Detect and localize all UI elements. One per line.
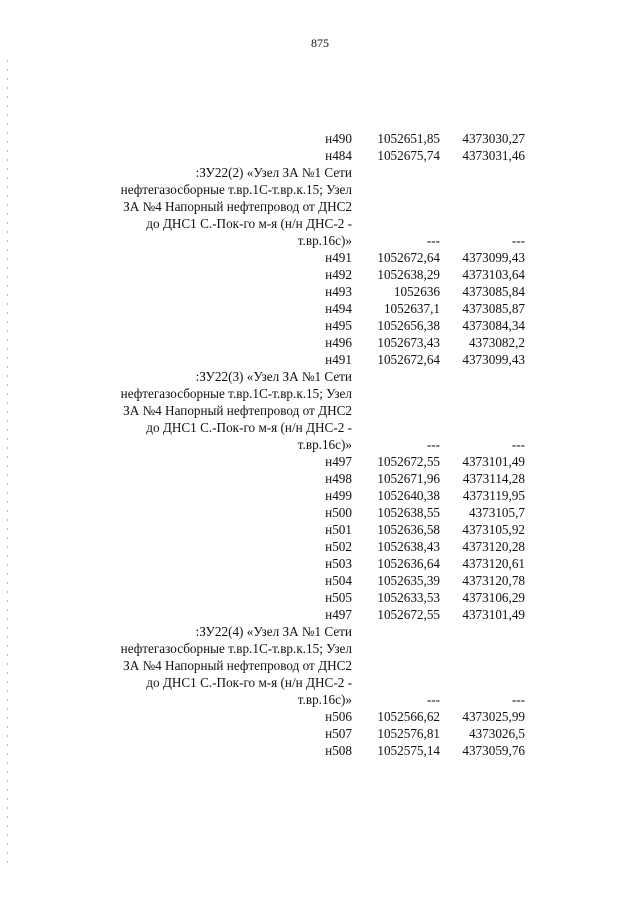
x-coordinate: 1052673,43 <box>377 335 440 350</box>
zone-title-line <box>0 674 640 691</box>
point-id: н494 <box>325 301 352 316</box>
y-coordinate: --- <box>511 233 525 248</box>
y-coordinate: 4373120,61 <box>462 556 525 571</box>
table-row <box>0 147 640 164</box>
zone-title-text: до ДНС1 С.-Пок-го м-я (н/н ДНС-2 - <box>146 675 352 690</box>
x-coordinate: 1052672,64 <box>377 352 440 367</box>
y-coordinate: --- <box>511 437 525 452</box>
table-row <box>0 334 640 351</box>
zone-title-text: ЗА №4 Напорный нефтепровод от ДНС2 <box>123 658 352 673</box>
zone-title-text: т.вр.16с)» <box>297 437 352 452</box>
x-coordinate: 1052636,58 <box>377 522 440 537</box>
zone-title-line <box>0 419 640 436</box>
zone-title-text: ЗА №4 Напорный нефтепровод от ДНС2 <box>123 403 352 418</box>
x-coordinate: 1052638,55 <box>377 505 440 520</box>
point-id: н495 <box>325 318 352 333</box>
y-coordinate: 4373059,76 <box>462 743 525 758</box>
y-coordinate: 4373025,99 <box>462 709 525 724</box>
table-row <box>0 504 640 521</box>
point-id: н501 <box>325 522 352 537</box>
table-row <box>0 266 640 283</box>
y-coordinate: 4373026,5 <box>468 726 525 741</box>
x-coordinate: 1052575,14 <box>377 743 440 758</box>
point-id: н491 <box>325 352 352 367</box>
table-row <box>0 708 640 725</box>
y-coordinate: 4373099,43 <box>462 352 525 367</box>
zone-title-line <box>0 691 640 708</box>
table-row <box>0 351 640 368</box>
page-number: 875 <box>311 36 329 50</box>
x-coordinate: 1052637,1 <box>383 301 440 316</box>
table-row <box>0 521 640 538</box>
point-id: н493 <box>325 284 352 299</box>
zone-title-text: ЗА №4 Напорный нефтепровод от ДНС2 <box>123 199 352 214</box>
point-id: н504 <box>325 573 352 588</box>
zone-title-line <box>0 402 640 419</box>
zone-title-text: до ДНС1 С.-Пок-го м-я (н/н ДНС-2 - <box>146 420 352 435</box>
y-coordinate: 4373106,29 <box>462 590 525 605</box>
y-coordinate: 4373120,28 <box>462 539 525 554</box>
y-coordinate: 4373101,49 <box>462 607 525 622</box>
x-coordinate: 1052638,43 <box>377 539 440 554</box>
zone-title-text: нефтегазосборные т.вр.1С-т.вр.к.15; Узел <box>120 386 352 401</box>
zone-title-line <box>0 181 640 198</box>
table-row <box>0 538 640 555</box>
y-coordinate: 4373085,87 <box>462 301 525 316</box>
y-coordinate: 4373101,49 <box>462 454 525 469</box>
zone-title-text: нефтегазосборные т.вр.1С-т.вр.к.15; Узел <box>120 641 352 656</box>
y-coordinate: 4373119,95 <box>462 488 525 503</box>
y-coordinate: 4373105,92 <box>462 522 525 537</box>
x-coordinate: --- <box>426 233 440 248</box>
y-coordinate: 4373114,28 <box>462 471 525 486</box>
point-id: н498 <box>325 471 352 486</box>
zone-title-line <box>0 198 640 215</box>
x-coordinate: 1052656,38 <box>377 318 440 333</box>
x-coordinate: 1052671,96 <box>377 471 440 486</box>
point-id: н503 <box>325 556 352 571</box>
x-coordinate: --- <box>426 692 440 707</box>
y-coordinate: 4373105,7 <box>468 505 525 520</box>
table-row <box>0 453 640 470</box>
table-row <box>0 606 640 623</box>
table-row <box>0 300 640 317</box>
zone-title-line <box>0 640 640 657</box>
y-coordinate: 4373120,78 <box>462 573 525 588</box>
point-id: н506 <box>325 709 352 724</box>
point-id: н500 <box>325 505 352 520</box>
x-coordinate: 1052633,53 <box>377 590 440 605</box>
table-row <box>0 249 640 266</box>
y-coordinate: 4373085,84 <box>462 284 525 299</box>
zone-title-line <box>0 215 640 232</box>
point-id: н484 <box>325 148 352 163</box>
table-row <box>0 283 640 300</box>
zone-title-text: :ЗУ22(2) «Узел ЗА №1 Сети <box>195 165 352 180</box>
table-row <box>0 725 640 742</box>
table-row <box>0 555 640 572</box>
zone-title-text: :ЗУ22(4) «Узел ЗА №1 Сети <box>195 624 352 639</box>
zone-title-line <box>0 623 640 640</box>
y-coordinate: 4373084,34 <box>462 318 525 333</box>
x-coordinate: 1052566,62 <box>377 709 440 724</box>
zone-title-line <box>0 385 640 402</box>
zone-title-text: :ЗУ22(3) «Узел ЗА №1 Сети <box>195 369 352 384</box>
x-coordinate: 1052672,55 <box>377 607 440 622</box>
zone-title-line <box>0 657 640 674</box>
point-id: н499 <box>325 488 352 503</box>
table-row <box>0 130 640 147</box>
point-id: н491 <box>325 250 352 265</box>
point-id: н497 <box>325 454 352 469</box>
x-coordinate: 1052636 <box>393 284 440 299</box>
y-coordinate: 4373099,43 <box>462 250 525 265</box>
x-coordinate: 1052638,29 <box>377 267 440 282</box>
point-id: н505 <box>325 590 352 605</box>
x-coordinate: 1052651,85 <box>377 131 440 146</box>
point-id: н496 <box>325 335 352 350</box>
zone-title-line <box>0 368 640 385</box>
table-row <box>0 742 640 759</box>
point-id: н497 <box>325 607 352 622</box>
y-coordinate: 4373030,27 <box>462 131 525 146</box>
zone-title-line <box>0 164 640 181</box>
y-coordinate: 4373082,2 <box>468 335 525 350</box>
x-coordinate: 1052675,74 <box>377 148 440 163</box>
y-coordinate: 4373031,46 <box>462 148 525 163</box>
x-coordinate: 1052672,64 <box>377 250 440 265</box>
coordinates-table <box>0 130 640 759</box>
zone-title-text: до ДНС1 С.-Пок-го м-я (н/н ДНС-2 - <box>146 216 352 231</box>
x-coordinate: --- <box>426 437 440 452</box>
point-id: н508 <box>325 743 352 758</box>
point-id: н490 <box>325 131 352 146</box>
table-row <box>0 487 640 504</box>
table-row <box>0 589 640 606</box>
x-coordinate: 1052636,64 <box>377 556 440 571</box>
zone-title-text: т.вр.16с)» <box>297 692 352 707</box>
table-row <box>0 572 640 589</box>
zone-title-text: нефтегазосборные т.вр.1С-т.вр.к.15; Узел <box>120 182 352 197</box>
table-row <box>0 470 640 487</box>
x-coordinate: 1052640,38 <box>377 488 440 503</box>
zone-title-line <box>0 436 640 453</box>
table-row <box>0 317 640 334</box>
zone-title-line <box>0 232 640 249</box>
point-id: н507 <box>325 726 352 741</box>
y-coordinate: 4373103,64 <box>462 267 525 282</box>
point-id: н502 <box>325 539 352 554</box>
point-id: н492 <box>325 267 352 282</box>
zone-title-text: т.вр.16с)» <box>297 233 352 248</box>
x-coordinate: 1052576,81 <box>377 726 440 741</box>
x-coordinate: 1052672,55 <box>377 454 440 469</box>
y-coordinate: --- <box>511 692 525 707</box>
x-coordinate: 1052635,39 <box>377 573 440 588</box>
